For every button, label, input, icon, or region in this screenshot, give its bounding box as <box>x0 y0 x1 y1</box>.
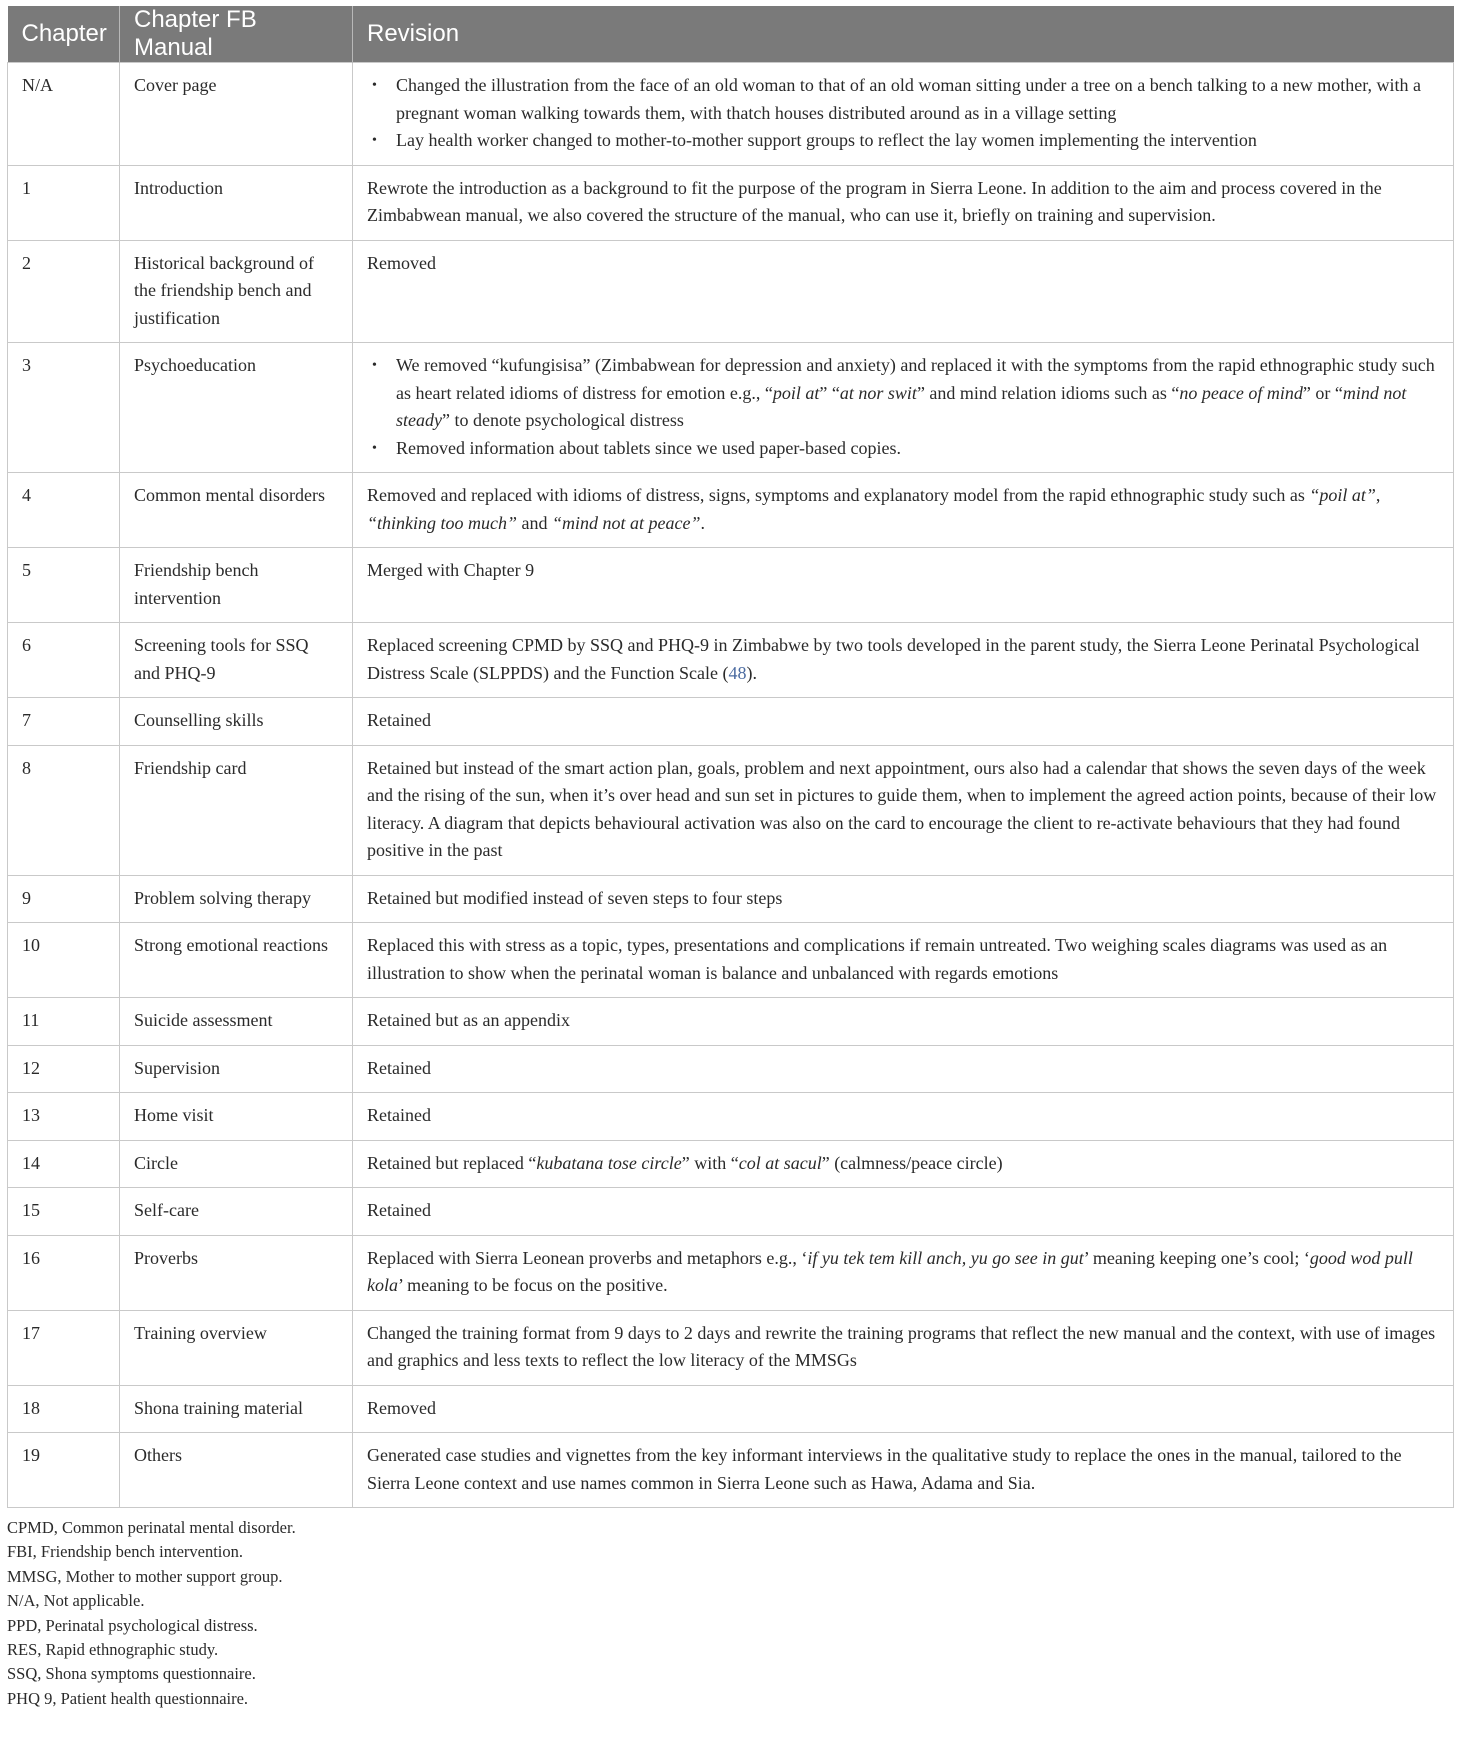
manual-cell: Self-care <box>120 1188 353 1236</box>
revision-cell: Retained <box>353 1045 1454 1093</box>
table-row <box>8 875 1454 923</box>
italic-term: col at sacul <box>738 1152 822 1173</box>
chapter-cell: 17 <box>8 1310 120 1385</box>
chapter-cell: 11 <box>8 998 120 1046</box>
manual-cell: Historical background of the friendship bench and justification <box>120 240 353 343</box>
text-run: . <box>700 512 706 533</box>
chapter-cell: 14 <box>8 1140 120 1188</box>
footnote: PHQ 9, Patient health questionnaire. <box>7 1688 249 1708</box>
bullet-item <box>367 352 1439 435</box>
italic-term: if yu tek tem kill anch, yu go see in gut <box>807 1247 1084 1268</box>
manual-cell: Home visit <box>120 1093 353 1141</box>
header-row <box>8 6 1454 63</box>
manual-cell: Friendship bench intervention <box>120 548 353 623</box>
header-manual: Chapter FB Manual <box>120 6 353 63</box>
text-run: ” or “ <box>1302 382 1343 403</box>
text-run: ’ meaning to be focus on the positive. <box>398 1275 668 1295</box>
italic-term: poil at <box>772 382 820 403</box>
table-row <box>8 473 1454 548</box>
table-row <box>8 1188 1454 1236</box>
revision-cell: Rewrote the introduction as a background to fit the purpose of the program in Sierra Leone. In addition to the aim and process covered in the Zimbabwean manual, we also covered the structure of the manual, who can use it, briefly on training and supervision. <box>353 165 1454 240</box>
text-run: ” “ <box>819 382 840 403</box>
bullet-item <box>367 435 1439 463</box>
table-row <box>8 1310 1454 1385</box>
revision-cell: Retained <box>353 1188 1454 1236</box>
table-row <box>8 1433 1454 1508</box>
chapter-cell: 3 <box>8 343 120 473</box>
manual-cell: Others <box>120 1433 353 1508</box>
text-run: We removed “kufungisisa” (Zimbabwean for depression and anxiety) and replaced it with the symptoms from the rapid ethnographic study such as heart related idioms of distress for emotion e.g., “ <box>396 355 1435 403</box>
chapter-cell: N/A <box>8 63 120 166</box>
footnote: CPMD, Common perinatal mental disorder. <box>7 1518 296 1537</box>
reference-link: 48 <box>728 662 747 683</box>
footnotes <box>7 1516 1453 1711</box>
revision-table <box>7 6 1454 1508</box>
revision-cell <box>353 343 1454 473</box>
footnote: N/A, Not applicable. <box>7 1591 145 1611</box>
italic-term: no peace of mind <box>1179 382 1303 403</box>
bullet-item: • Changed the illustration from the face of an old woman to that of an old woman sitting under a tree on a bench talking to a new mother, with a pregnant woman walking towards them, with thatch houses distributed around as in a village setting <box>367 72 1439 127</box>
table-row <box>8 698 1454 746</box>
footnote: RES, Rapid ethnographic study. <box>7 1640 219 1660</box>
table-row <box>8 998 1454 1046</box>
manual-cell: Strong emotional reactions <box>120 923 353 998</box>
revision-cell: Retained but instead of the smart action plan, goals, problem and next appointment, ours also had a calendar that shows the seven days of the week and the rising of the sun, when it’s over head and sun set in pictures to guide them, when to implement the agreed action points, because of their low literacy. A diagram that depicts behavioural activation was also on the card to encourage the client to re-activate behaviours that they had found positive in the past <box>353 745 1454 875</box>
text-run: ” (calmness/peace circle) <box>821 1152 1003 1173</box>
revision-bullets <box>367 352 1439 462</box>
revision-cell: Generated case studies and vignettes from the key informant interviews in the qualitative study to replace the ones in the manual, tailored to the Sierra Leone context and use names common in Sierra Leone such as Hawa, Adama and Sia. <box>353 1433 1454 1508</box>
chapter-cell: 12 <box>8 1045 120 1093</box>
chapter-cell: 1 <box>8 165 120 240</box>
chapter-cell: 8 <box>8 745 120 875</box>
text-run: and <box>517 512 553 533</box>
manual-cell: Cover page <box>120 63 353 166</box>
chapter-cell: 2 <box>8 240 120 343</box>
manual-cell: Suicide assessment <box>120 998 353 1046</box>
chapter-cell: 9 <box>8 875 120 923</box>
chapter-cell: 19 <box>8 1433 120 1508</box>
revision-cell <box>353 623 1454 698</box>
italic-term: kubatana tose circle <box>536 1152 682 1173</box>
manual-cell: Friendship card <box>120 745 353 875</box>
text-run: ” to denote psychological distress <box>441 410 684 430</box>
revision-bullets <box>367 72 1439 155</box>
text-run: ” and mind relation idioms such as “ <box>916 382 1180 403</box>
revision-cell <box>353 1235 1454 1310</box>
manual-cell: Psychoeducation <box>120 343 353 473</box>
table-row <box>8 63 1454 166</box>
table-row <box>8 1045 1454 1093</box>
text-run: Removed and replaced with idioms of distress, signs, symptoms and explanatory model from the rapid ethnographic study such as <box>367 485 1310 505</box>
chapter-cell: 7 <box>8 698 120 746</box>
manual-cell: Common mental disorders <box>120 473 353 548</box>
manual-cell: Introduction <box>120 165 353 240</box>
table-row <box>8 165 1454 240</box>
manual-cell: Counselling skills <box>120 698 353 746</box>
table-row <box>8 923 1454 998</box>
italic-term: good wod pull kola <box>367 1247 1413 1295</box>
text-run: , <box>1375 485 1381 505</box>
document <box>7 6 1453 1711</box>
chapter-cell: 10 <box>8 923 120 998</box>
table-row <box>8 343 1454 473</box>
revision-cell: Changed the training format from 9 days to 2 days and rewrite the training programs that reflect the new manual and the context, with use of images and graphics and less texts to reflect the low literacy of the MMSGs <box>353 1310 1454 1385</box>
manual-cell: Supervision <box>120 1045 353 1093</box>
italic-term: at nor swit <box>839 382 917 403</box>
revision-cell <box>353 63 1454 166</box>
table-row <box>8 1385 1454 1433</box>
revision-cell: Retained but modified instead of seven steps to four steps <box>353 875 1454 923</box>
table-row <box>8 623 1454 698</box>
manual-cell: Shona training material <box>120 1385 353 1433</box>
header-chapter: Chapter <box>8 6 120 63</box>
text-run: ” with “ <box>681 1152 739 1173</box>
text-run: ). <box>746 662 757 683</box>
table-row <box>8 240 1454 343</box>
chapter-cell: 16 <box>8 1235 120 1310</box>
manual-cell: Circle <box>120 1140 353 1188</box>
table-row <box>8 548 1454 623</box>
manual-cell: Training overview <box>120 1310 353 1385</box>
bullet-item: • Lay health worker changed to mother-to-mother support groups to reflect the lay women implementing the intervention <box>367 127 1439 155</box>
table-row <box>8 745 1454 875</box>
text-run: Replaced screening CPMD by SSQ and PHQ-9 in Zimbabwe by two tools developed in the parent study, the Sierra Leone Perinatal Psychological Distress Scale (SLPPDS) and the Function Scale ( <box>367 635 1420 683</box>
table-row <box>8 1140 1454 1188</box>
revision-cell: Merged with Chapter 9 <box>353 548 1454 623</box>
manual-cell: Proverbs <box>120 1235 353 1310</box>
text-run: Replaced with Sierra Leonean proverbs and metaphors e.g., ‘ <box>367 1247 808 1268</box>
table-row <box>8 1235 1454 1310</box>
table-row <box>8 1093 1454 1141</box>
revision-cell: Replaced this with stress as a topic, types, presentations and complications if remain untreated. Two weighing scales diagrams was used as an illustration to show when the perinatal woman is balance and unbalanced with regards emotions <box>353 923 1454 998</box>
italic-term: “mind not at peace” <box>552 512 701 533</box>
chapter-cell: 15 <box>8 1188 120 1236</box>
italic-term: mind not steady <box>396 382 1407 430</box>
text-run: ’ meaning keeping one’s cool; ‘ <box>1083 1247 1310 1268</box>
header-revision: Revision <box>353 6 1454 63</box>
revision-cell: Removed <box>353 240 1454 343</box>
text-run: Retained but replaced “ <box>367 1152 537 1173</box>
italic-term: “thinking too much” <box>367 512 518 533</box>
manual-cell: Screening tools for SSQ and PHQ-9 <box>120 623 353 698</box>
revision-cell <box>353 473 1454 548</box>
revision-cell: Retained <box>353 698 1454 746</box>
footnote: PPD, Perinatal psychological distress. <box>7 1615 258 1635</box>
revision-cell: Retained but as an appendix <box>353 998 1454 1046</box>
revision-cell: Removed <box>353 1385 1454 1433</box>
footnote: MMSG, Mother to mother support group. <box>7 1566 283 1586</box>
chapter-cell: 18 <box>8 1385 120 1433</box>
footnote: FBI, Friendship bench intervention. <box>7 1542 244 1562</box>
chapter-cell: 13 <box>8 1093 120 1141</box>
italic-term: “poil at” <box>1309 485 1376 505</box>
chapter-cell: 5 <box>8 548 120 623</box>
revision-cell <box>353 1140 1454 1188</box>
chapter-cell: 6 <box>8 623 120 698</box>
text-run: Removed information about tablets since we used paper-based copies. <box>396 437 901 458</box>
footnote: SSQ, Shona symptoms questionnaire. <box>7 1664 256 1684</box>
manual-cell: Problem solving therapy <box>120 875 353 923</box>
chapter-cell: 4 <box>8 473 120 548</box>
revision-cell: Retained <box>353 1093 1454 1141</box>
